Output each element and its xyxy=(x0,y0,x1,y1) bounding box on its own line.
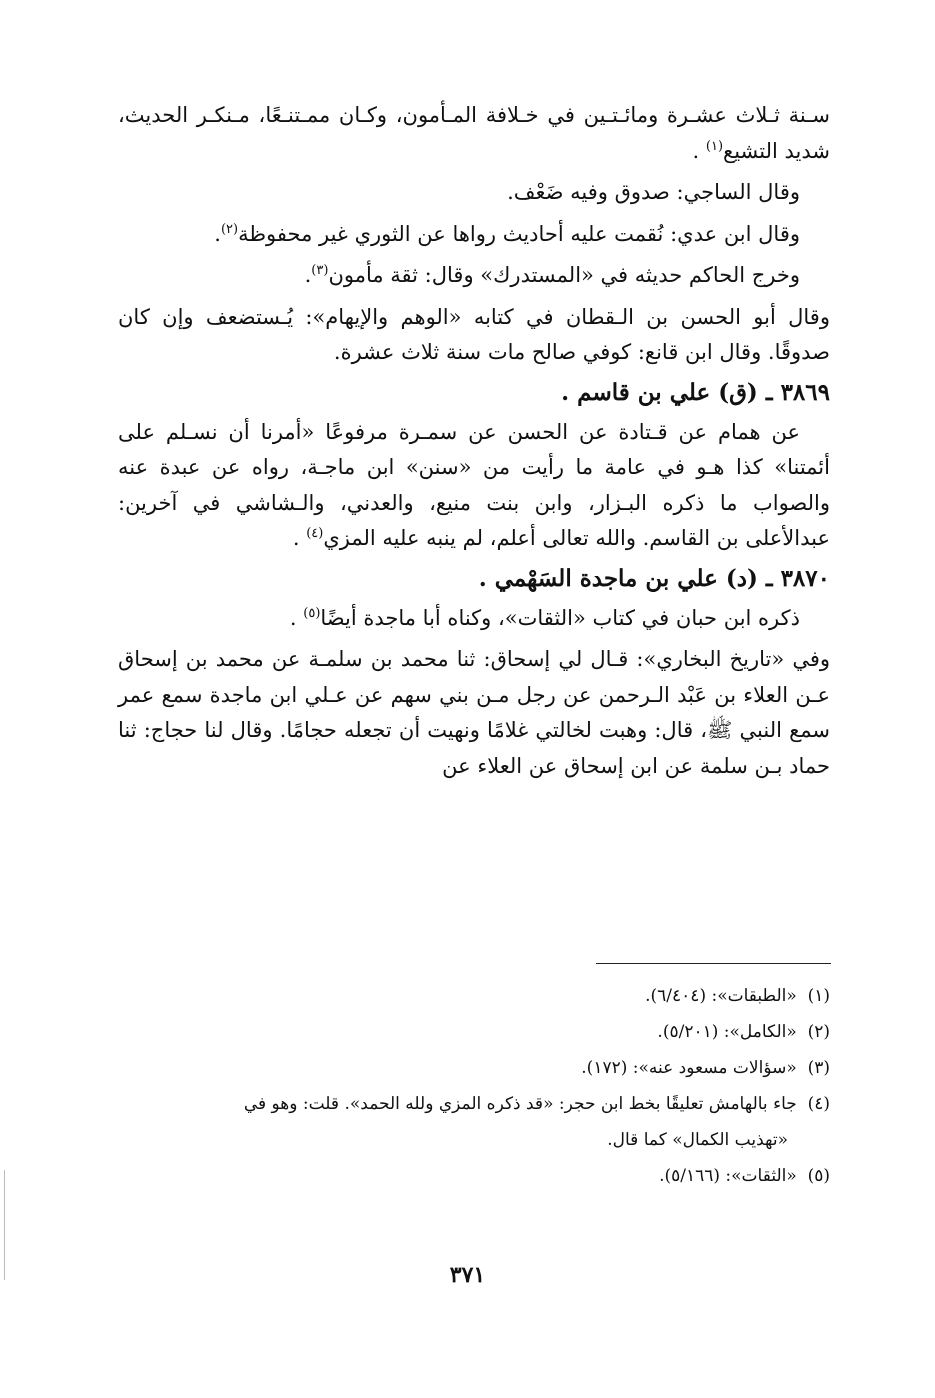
footnote: (٢) «الكامل»: (٥/٢٠١). xyxy=(657,1022,830,1042)
entry-heading: ٣٨٧٠ ـ (د) علي بن ماجدة السَهْمي . xyxy=(478,564,830,592)
footnote-ref[interactable]: (٤) xyxy=(306,526,324,541)
main-text xyxy=(118,98,830,784)
paragraph: سـنة ثـلاث عشـرة ومائـتـين في خـلافة المـأمون، وكـان ممـتنـعًا، مـنكـر الحديث، شديد التشيع$^{(١)}$ . xyxy=(118,103,830,163)
footnote-ref[interactable]: (١) xyxy=(705,138,724,154)
footnotes xyxy=(118,978,830,1194)
paragraph: وقال ابن عدي: نُقمت عليه أحاديث رواها عن الثوري غير محفوظة$^{(٢)}$. xyxy=(214,221,800,246)
footnote-continuation: «تهذيب الكمال» كما قال. xyxy=(607,1130,788,1150)
paragraph: وفي «تاريخ البخاري»: قـال لي إسحاق: ثنا محمد بن سلمـة عن محمد بن إسحاق عـن العلاء بن عَبْد الـرحمن عن رجل مـن بني سهم عن عـلي ابن ماجدة سمع عمر سمع النبي ﷺ، قال: وهبت لخالتي غلامًا ونهيت أن تجعله حجامًا. وقال لنا حجاج: ثنا حماد بـن سلمة عن ابن إسحاق عن العلاء عن xyxy=(118,647,830,778)
paragraph: وقال الساجي: صدوق وفيه ضَعْف. xyxy=(507,180,800,204)
footnote: (٤) جاء بالهامش تعليقًا بخط ابن حجر: «قد ذكره المزي ولله الحمد». قلت: وهو في xyxy=(243,1094,830,1114)
paragraph: ذكره ابن حبان في كتاب «الثقات»، وكناه أبا ماجدة أيضًا$^{(٥)}$ . xyxy=(289,605,800,630)
footnote-ref[interactable]: (٢) xyxy=(220,221,239,237)
footnote-ref[interactable]: (٣) xyxy=(311,263,329,278)
footnote-ref[interactable]: (٥) xyxy=(303,605,321,621)
paragraph: وخرج الحاكم حديثه في «المستدرك» وقال: ثقة مأمون$^{(٣)}$. xyxy=(304,263,800,287)
footnote: (٥) «الثقات»: (٥/١٦٦). xyxy=(659,1166,830,1186)
footnote: (٣) «سؤالات مسعود عنه»: (١٧٢). xyxy=(581,1058,830,1078)
scan-edge-line xyxy=(4,1170,5,1280)
entry-heading: ٣٨٦٩ ـ (ق) علي بن قاسم . xyxy=(561,378,830,406)
paragraph: وقال أبو الحسن بن الـقطان في كتابه «الوهم والإيهام»: يُـستضعف وإن كان صدوقًا. وقال ابن قانع: كوفي صالح مات سنة ثلاث عشرة. xyxy=(118,304,830,364)
paragraph: عن همام عن قـتادة عن الحسن عن سمـرة مرفوعًا «أمرنا أن نسـلم على أئمتنا» كذا هـو في عامة ما رأيت من «سنن» ابن ماجـة، رواه عن عبدة عنه والصواب ما ذكره البـزار، وابن بنت منيع، والعدني، والـشاشي في آخرين: عبدالأعلى بن القاسم. والله تعالى أعلم، لم ينبه عليه المزي$^{(٤)}$ . xyxy=(118,419,830,550)
page-number: ٣٧١ xyxy=(449,1262,486,1288)
footnote: (١) «الطبقات»: (٦/٤٠٤). xyxy=(645,986,830,1006)
footnote-divider xyxy=(596,963,831,964)
